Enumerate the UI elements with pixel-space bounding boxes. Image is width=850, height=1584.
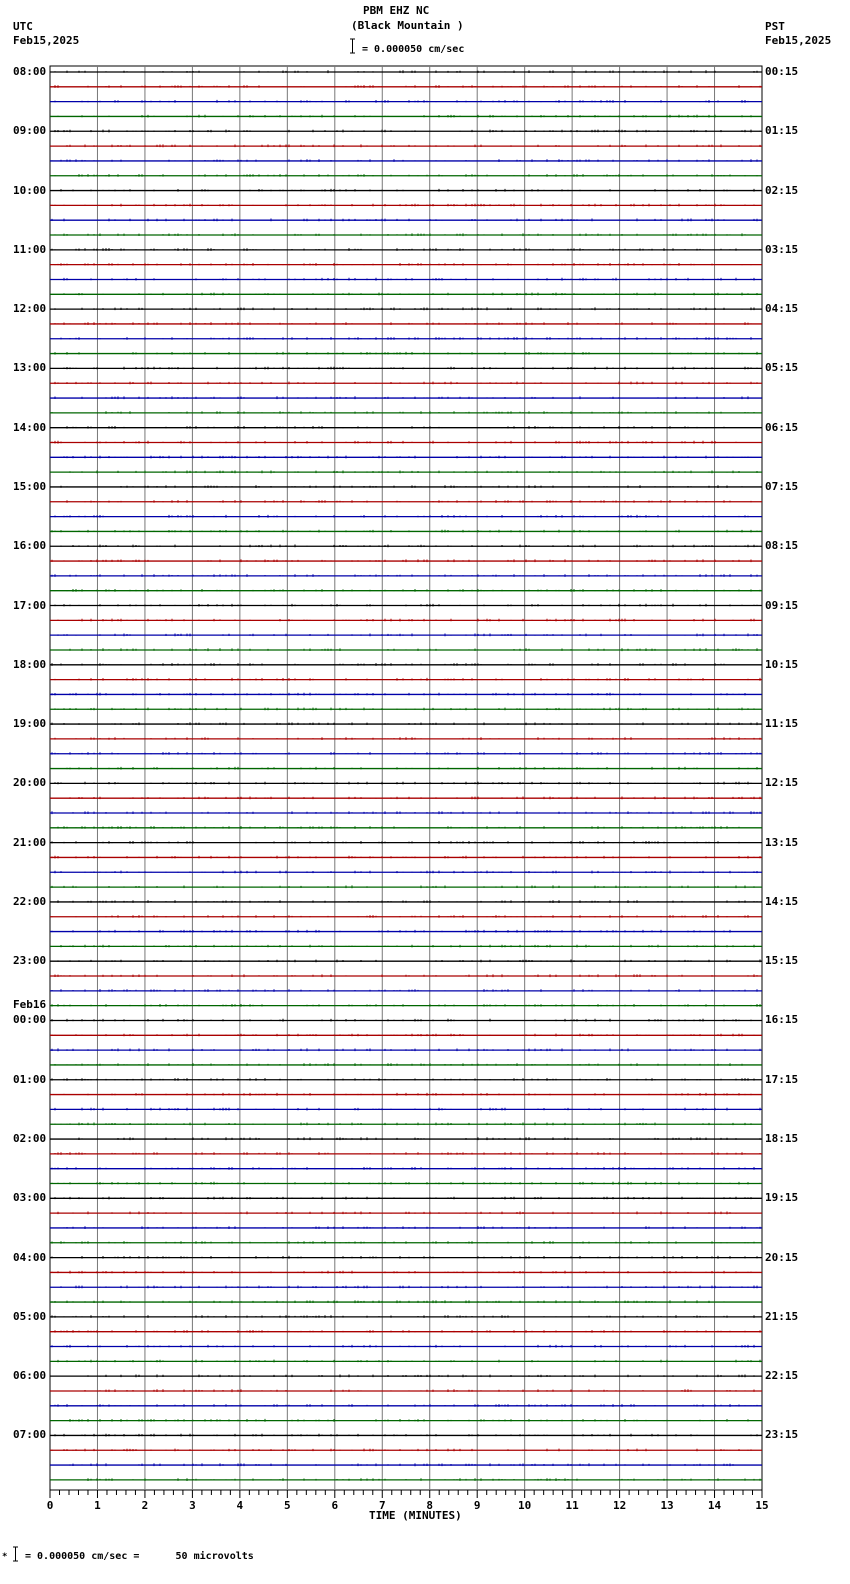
- utc-hour-label: 00:00: [13, 1013, 47, 1027]
- left-date: Feb15,2025: [13, 34, 80, 47]
- x-tick-label: 5: [284, 1499, 291, 1512]
- pst-hour-label: 05:15: [765, 361, 799, 375]
- x-tick-label: 13: [660, 1499, 674, 1512]
- x-tick-label: 3: [189, 1499, 196, 1512]
- utc-hour-label: 10:00: [13, 183, 47, 197]
- pst-hour-label: 08:15: [765, 539, 799, 553]
- utc-hour-label: 16:00: [13, 539, 47, 553]
- pst-hour-label: 17:15: [765, 1072, 799, 1086]
- utc-hour-label: 06:00: [13, 1369, 47, 1383]
- x-tick-label: 10: [518, 1499, 532, 1512]
- pst-hour-label: 16:15: [765, 1013, 799, 1027]
- utc-hour-label: 07:00: [13, 1428, 47, 1442]
- utc-hour-label: 20:00: [13, 776, 47, 790]
- x-tick-label: 1: [94, 1499, 101, 1512]
- x-tick-label: 15: [755, 1499, 769, 1512]
- utc-date-label: Feb16: [13, 998, 47, 1012]
- x-tick-label: 2: [141, 1499, 149, 1512]
- pst-hour-label: 03:15: [765, 242, 799, 256]
- utc-hour-label: 22:00: [13, 894, 47, 908]
- footer-mark: *: [2, 1552, 8, 1562]
- utc-hour-label: 14:00: [13, 420, 47, 434]
- utc-hour-label: 01:00: [13, 1072, 47, 1086]
- utc-hour-label: 02:00: [13, 1132, 47, 1146]
- utc-hour-label: 05:00: [13, 1309, 47, 1323]
- right-date: Feb15,2025: [765, 34, 832, 47]
- x-tick-label: 7: [378, 1499, 386, 1512]
- scale-text: = 0.000050 cm/sec: [362, 44, 465, 55]
- utc-hour-label: 19:00: [13, 717, 47, 731]
- utc-hour-label: 23:00: [13, 954, 47, 968]
- pst-hour-label: 04:15: [765, 302, 799, 316]
- utc-hour-label: 11:00: [13, 242, 47, 256]
- left-timezone: UTC: [13, 20, 33, 33]
- pst-hour-label: 11:15: [765, 717, 799, 731]
- footer-scale-note: = 0.000050 cm/sec = 50 microvolts: [25, 1551, 254, 1562]
- pst-hour-label: 23:15: [765, 1428, 799, 1442]
- pst-hour-label: 13:15: [765, 835, 799, 849]
- x-tick-label: 9: [473, 1499, 481, 1512]
- utc-hour-label: 03:00: [13, 1191, 47, 1205]
- pst-hour-label: 20:15: [765, 1250, 799, 1264]
- utc-hour-label: 12:00: [13, 302, 47, 316]
- x-tick-label: 12: [612, 1499, 627, 1512]
- trace-noise: [55, 604, 757, 607]
- pst-hour-label: 06:15: [765, 420, 799, 434]
- pst-hour-label: 21:15: [765, 1309, 799, 1323]
- x-tick-label: 8: [426, 1499, 434, 1512]
- utc-hour-label: 13:00: [13, 361, 47, 375]
- x-tick-label: 6: [331, 1499, 339, 1512]
- right-timezone: PST: [765, 20, 785, 33]
- utc-hour-label: 04:00: [13, 1250, 47, 1264]
- pst-hour-label: 07:15: [765, 479, 799, 493]
- pst-hour-label: 01:15: [765, 124, 799, 138]
- pst-hour-label: 19:15: [765, 1191, 799, 1205]
- pst-hour-label: 14:15: [765, 894, 799, 908]
- utc-hour-label: 08:00: [13, 65, 47, 78]
- pst-hour-label: 10:15: [765, 657, 799, 671]
- x-tick-label: 11: [565, 1499, 579, 1512]
- utc-hour-label: 15:00: [13, 479, 47, 493]
- x-tick-label: 4: [236, 1499, 244, 1512]
- station-location: (Black Mountain ): [351, 19, 464, 32]
- utc-hour-label: 21:00: [13, 835, 47, 849]
- footer-scale-bar-icon: [13, 1546, 19, 1566]
- pst-hour-label: 12:15: [765, 776, 799, 790]
- pst-hour-label: 18:15: [765, 1132, 799, 1146]
- utc-hour-label: 17:00: [13, 598, 47, 612]
- utc-hour-label: 18:00: [13, 657, 47, 671]
- pst-hour-label: 09:15: [765, 598, 799, 612]
- pst-hour-label: 00:15: [765, 65, 799, 78]
- pst-hour-label: 02:15: [765, 183, 799, 197]
- station-title: PBM EHZ NC: [363, 4, 430, 17]
- pst-hour-label: 22:15: [765, 1369, 799, 1383]
- pst-hour-label: 15:15: [765, 954, 799, 968]
- x-tick-label: 0: [46, 1499, 54, 1512]
- utc-hour-label: 09:00: [13, 124, 47, 138]
- trace-noise: [58, 797, 760, 800]
- x-tick-label: 14: [707, 1499, 722, 1512]
- x-axis-label: TIME (MINUTES): [369, 1509, 462, 1522]
